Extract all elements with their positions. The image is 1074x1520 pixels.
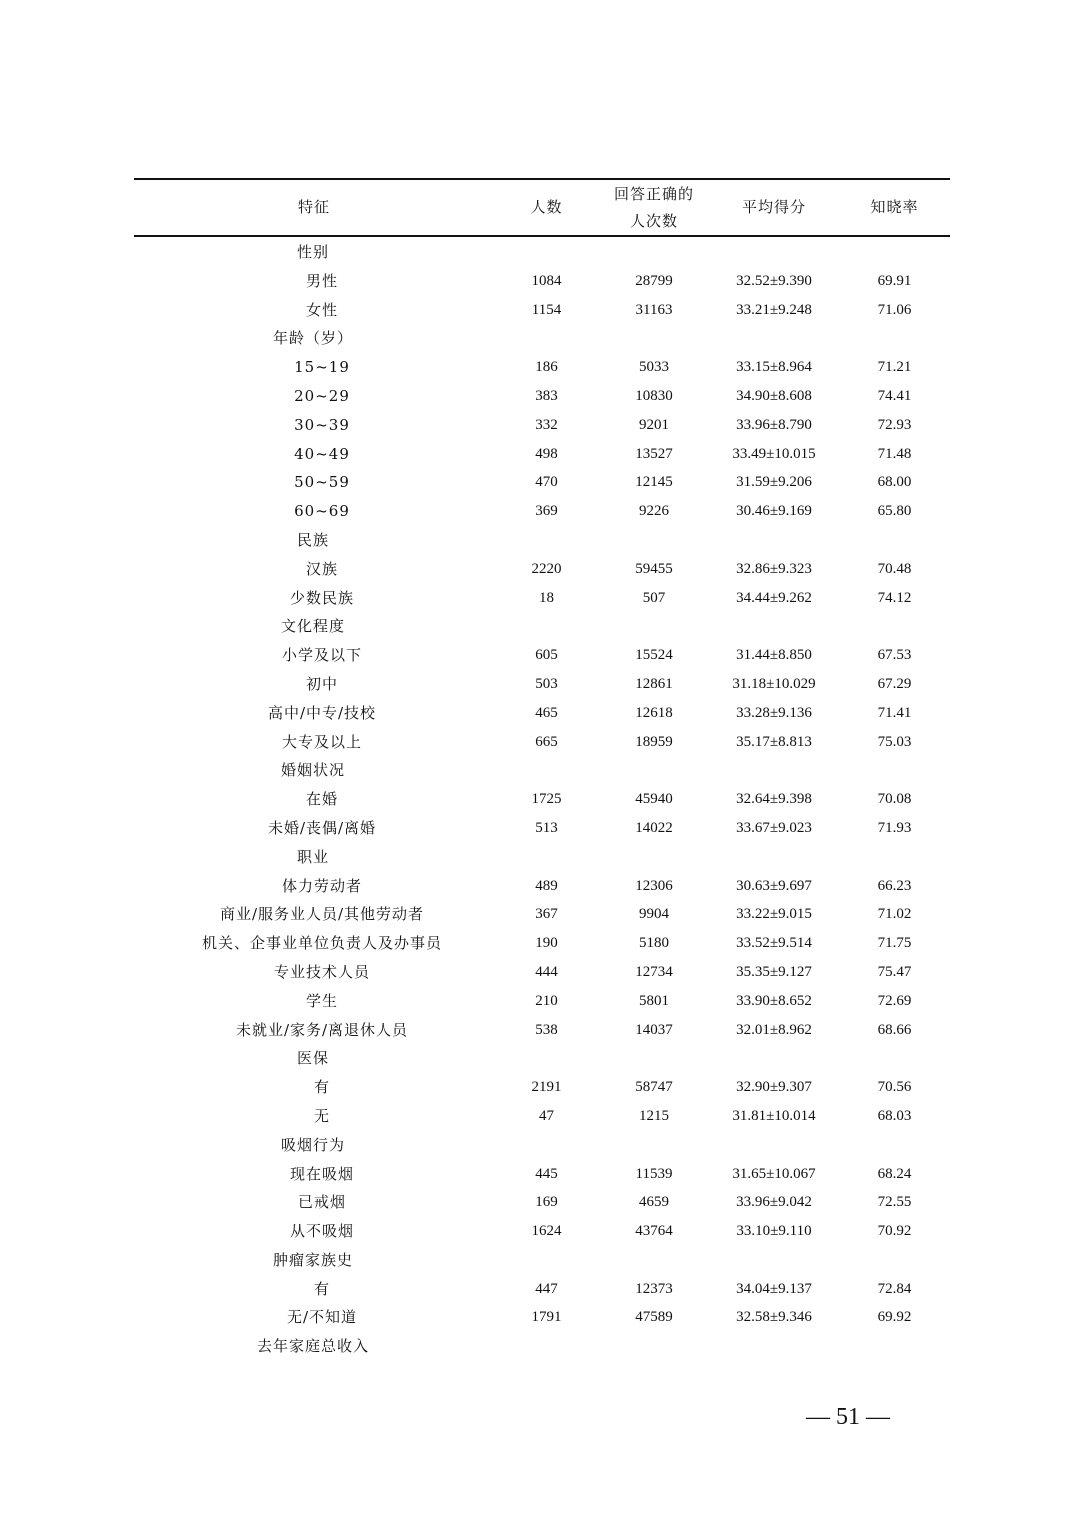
count-cell: 169 — [535, 1194, 558, 1211]
mean-cell: 33.96±8.790 — [736, 416, 812, 433]
feature-cell: 汉族 — [305, 559, 338, 578]
feature-cell: 体力劳动者 — [281, 876, 362, 895]
correct-cell: 15524 — [635, 647, 673, 664]
rate-cell: 70.48 — [877, 560, 912, 577]
count-cell: 186 — [535, 359, 558, 376]
category-row — [134, 1044, 950, 1073]
feature-cell: 吸烟行为 — [280, 1135, 345, 1154]
feature-cell: 性别 — [296, 243, 329, 261]
count-cell: 498 — [535, 445, 558, 462]
category-row — [134, 238, 950, 267]
count-cell: 190 — [535, 935, 558, 952]
correct-cell: 9226 — [639, 503, 669, 520]
header-mean: 平均得分 — [741, 198, 806, 216]
feature-cell: 已戒烟 — [297, 1193, 346, 1212]
category-row — [134, 756, 950, 785]
feature-cell: 现在吸烟 — [289, 1164, 354, 1183]
table-row — [134, 296, 950, 325]
table-row — [134, 382, 950, 411]
feature-cell: 40~49 — [294, 444, 350, 463]
feature-cell: 去年家庭总收入 — [256, 1337, 369, 1356]
feature-cell: 未婚/丧偶/离婚 — [267, 818, 377, 837]
count-cell: 2191 — [531, 1079, 562, 1096]
feature-cell: 年龄（岁） — [272, 329, 353, 348]
count-cell: 47 — [539, 1107, 554, 1124]
count-cell: 538 — [535, 1021, 558, 1038]
correct-cell: 9201 — [639, 416, 669, 433]
rate-cell: 68.24 — [877, 1165, 912, 1182]
count-cell: 18 — [539, 589, 554, 606]
table-row — [134, 440, 950, 469]
count-cell: 503 — [535, 675, 558, 692]
mean-cell: 34.90±8.608 — [736, 387, 812, 404]
category-row — [134, 843, 950, 872]
mean-cell: 35.35±9.127 — [736, 963, 812, 980]
correct-cell: 45940 — [635, 791, 673, 808]
feature-cell: 高中/中专/技校 — [267, 703, 377, 722]
count-cell: 332 — [535, 416, 558, 433]
feature-cell: 60~69 — [294, 502, 350, 521]
table-row — [134, 1275, 950, 1304]
rate-cell: 67.53 — [877, 647, 912, 664]
feature-cell: 专业技术人员 — [273, 962, 370, 981]
correct-cell: 507 — [642, 589, 666, 606]
correct-cell: 12145 — [635, 474, 673, 491]
rate-cell: 70.92 — [877, 1223, 912, 1240]
feature-cell: 医保 — [296, 1049, 329, 1068]
feature-cell: 无 — [313, 1106, 330, 1125]
table-row — [134, 1016, 950, 1045]
count-cell: 1624 — [531, 1223, 562, 1240]
mean-cell: 32.01±8.962 — [736, 1021, 812, 1038]
table-row — [134, 1303, 950, 1332]
table-row — [134, 555, 950, 584]
correct-cell: 14022 — [635, 819, 673, 836]
table-row — [134, 785, 950, 814]
mean-cell: 32.52±9.390 — [736, 272, 812, 289]
feature-cell: 大专及以上 — [281, 732, 362, 751]
rate-cell: 72.84 — [877, 1280, 912, 1297]
count-cell: 465 — [535, 704, 558, 721]
table-row — [134, 267, 950, 296]
category-row — [134, 324, 950, 353]
rate-cell: 75.47 — [877, 963, 912, 980]
table-row — [134, 1188, 950, 1217]
mean-cell: 32.64±9.398 — [736, 791, 812, 808]
rate-cell: 74.12 — [877, 589, 912, 606]
table-row — [134, 670, 950, 699]
header-count: 人数 — [530, 198, 563, 216]
rate-cell: 75.03 — [877, 733, 912, 750]
rate-cell: 71.21 — [877, 359, 912, 376]
feature-cell: 学生 — [305, 991, 338, 1010]
feature-cell: 15~19 — [294, 358, 350, 377]
rate-cell: 67.29 — [877, 675, 912, 692]
count-cell: 2220 — [531, 560, 562, 577]
feature-cell: 未就业/家务/离退休人员 — [235, 1020, 409, 1039]
header-feature: 特征 — [297, 198, 330, 216]
feature-cell: 文化程度 — [280, 617, 345, 636]
mean-cell: 31.65±10.067 — [732, 1165, 816, 1182]
mean-cell: 30.46±9.169 — [736, 503, 812, 520]
table-row — [134, 987, 950, 1016]
count-cell: 447 — [535, 1280, 558, 1297]
mean-cell: 33.90±8.652 — [736, 992, 812, 1009]
mean-cell: 33.15±8.964 — [736, 359, 812, 376]
rate-cell: 71.48 — [877, 445, 912, 462]
correct-cell: 28799 — [635, 272, 673, 289]
feature-cell: 初中 — [305, 674, 338, 693]
feature-cell: 男性 — [305, 271, 338, 290]
mean-cell: 33.22±9.015 — [736, 906, 812, 923]
correct-cell: 5180 — [639, 935, 669, 952]
correct-cell: 5801 — [639, 992, 669, 1009]
correct-cell: 4659 — [639, 1194, 669, 1211]
table-row — [134, 929, 950, 958]
rate-cell: 69.92 — [877, 1309, 912, 1326]
table-header-rule — [134, 235, 950, 237]
correct-cell: 1215 — [639, 1107, 669, 1124]
correct-cell: 11539 — [635, 1165, 673, 1182]
rate-cell: 71.93 — [877, 819, 912, 836]
correct-cell: 9904 — [639, 906, 669, 923]
mean-cell: 35.17±8.813 — [736, 733, 812, 750]
correct-cell: 10830 — [635, 387, 673, 404]
feature-cell: 肿瘤家族史 — [272, 1250, 353, 1269]
rate-cell: 69.91 — [877, 272, 912, 289]
mean-cell: 31.59±9.206 — [736, 474, 812, 491]
feature-cell: 职业 — [296, 847, 329, 866]
mean-cell: 30.63±9.697 — [736, 877, 812, 894]
correct-cell: 13527 — [635, 445, 673, 462]
rate-cell: 70.56 — [877, 1079, 912, 1096]
correct-cell: 12734 — [635, 963, 673, 980]
mean-cell: 34.44±9.262 — [736, 589, 812, 606]
count-cell: 470 — [535, 474, 558, 491]
feature-cell: 婚姻状况 — [280, 761, 345, 780]
table-row — [134, 497, 950, 526]
mean-cell: 32.58±9.346 — [736, 1309, 812, 1326]
mean-cell: 31.81±10.014 — [732, 1107, 816, 1124]
feature-cell: 在婚 — [305, 790, 338, 809]
count-cell: 1725 — [531, 791, 562, 808]
feature-cell: 有 — [313, 1078, 330, 1097]
mean-cell: 33.28±9.136 — [736, 704, 812, 721]
count-cell: 445 — [535, 1165, 558, 1182]
mean-cell: 31.44±8.850 — [736, 647, 812, 664]
count-cell: 665 — [535, 733, 558, 750]
mean-cell: 31.18±10.029 — [732, 675, 816, 692]
rate-cell: 68.00 — [877, 474, 912, 491]
feature-cell: 无/不知道 — [286, 1308, 358, 1327]
correct-cell: 59455 — [635, 560, 673, 577]
category-row — [134, 1246, 950, 1275]
table-row — [134, 1102, 950, 1131]
category-row — [134, 526, 950, 555]
feature-cell: 少数民族 — [289, 588, 354, 607]
table-row — [134, 1160, 950, 1189]
feature-cell: 机关、企事业单位负责人及办事员 — [201, 934, 442, 953]
feature-cell: 有 — [313, 1279, 330, 1298]
feature-cell: 小学及以下 — [281, 646, 362, 665]
rate-cell: 72.69 — [877, 992, 912, 1009]
count-cell: 489 — [535, 877, 558, 894]
mean-cell: 32.90±9.307 — [736, 1079, 812, 1096]
rate-cell: 71.75 — [877, 935, 912, 952]
table-row — [134, 468, 950, 497]
mean-cell: 32.86±9.323 — [736, 560, 812, 577]
rate-cell: 71.02 — [877, 906, 912, 923]
table-row — [134, 1073, 950, 1102]
correct-cell: 14037 — [635, 1021, 673, 1038]
table-row — [134, 641, 950, 670]
table-row — [134, 584, 950, 613]
count-cell: 369 — [535, 503, 558, 520]
rate-cell: 68.03 — [877, 1107, 912, 1124]
rate-cell: 74.41 — [877, 387, 912, 404]
table-row — [134, 958, 950, 987]
count-cell: 1154 — [531, 301, 562, 318]
mean-cell: 33.96±9.042 — [736, 1194, 812, 1211]
correct-cell: 12618 — [635, 704, 673, 721]
table-row — [134, 900, 950, 929]
correct-cell: 18959 — [635, 733, 673, 750]
rate-cell: 72.93 — [877, 416, 912, 433]
count-cell: 367 — [535, 906, 558, 923]
correct-cell: 43764 — [635, 1223, 673, 1240]
correct-cell: 12861 — [635, 675, 673, 692]
feature-cell: 从不吸烟 — [289, 1222, 354, 1241]
rate-cell: 65.80 — [877, 503, 912, 520]
count-cell: 444 — [535, 963, 558, 980]
feature-cell: 20~29 — [294, 386, 350, 405]
table-row — [134, 872, 950, 901]
feature-cell: 商业/服务业人员/其他劳动者 — [219, 905, 425, 924]
table-body — [134, 238, 950, 1361]
table-header — [134, 180, 950, 235]
header-rate: 知晓率 — [870, 198, 919, 216]
correct-cell: 31163 — [635, 301, 673, 318]
feature-cell: 女性 — [305, 300, 338, 319]
table-row — [134, 699, 950, 728]
correct-cell: 47589 — [635, 1309, 673, 1326]
category-row — [134, 1332, 950, 1361]
mean-cell: 33.10±9.110 — [736, 1223, 812, 1240]
table-row — [134, 1217, 950, 1246]
rate-cell: 68.66 — [877, 1021, 912, 1038]
table-row — [134, 353, 950, 382]
correct-cell: 12306 — [635, 877, 673, 894]
rate-cell: 71.41 — [877, 704, 912, 721]
correct-cell: 58747 — [635, 1079, 673, 1096]
feature-cell: 民族 — [296, 530, 329, 549]
category-row — [134, 612, 950, 641]
header-correct: 回答正确的 人次数 — [613, 184, 694, 230]
count-cell: 383 — [535, 387, 558, 404]
correct-cell: 5033 — [639, 359, 669, 376]
count-cell: 605 — [535, 647, 558, 664]
feature-cell: 30~39 — [294, 415, 350, 434]
rate-cell: 72.55 — [877, 1194, 912, 1211]
mean-cell: 33.21±9.248 — [736, 301, 812, 318]
count-cell: 513 — [535, 819, 558, 836]
page-number: — 51 — — [806, 1404, 890, 1430]
feature-cell: 50~59 — [294, 473, 350, 492]
mean-cell: 33.52±9.514 — [736, 935, 812, 952]
count-cell: 1084 — [531, 272, 562, 289]
category-row — [134, 1131, 950, 1160]
mean-cell: 34.04±9.137 — [736, 1280, 812, 1297]
rate-cell: 66.23 — [877, 877, 912, 894]
table-row — [134, 411, 950, 440]
count-cell: 1791 — [531, 1309, 562, 1326]
table-row — [134, 728, 950, 757]
rate-cell: 71.06 — [877, 301, 912, 318]
mean-cell: 33.49±10.015 — [732, 445, 816, 462]
count-cell: 210 — [535, 992, 558, 1009]
rate-cell: 70.08 — [877, 791, 912, 808]
table-row — [134, 814, 950, 843]
correct-cell: 12373 — [635, 1280, 673, 1297]
mean-cell: 33.67±9.023 — [736, 819, 812, 836]
